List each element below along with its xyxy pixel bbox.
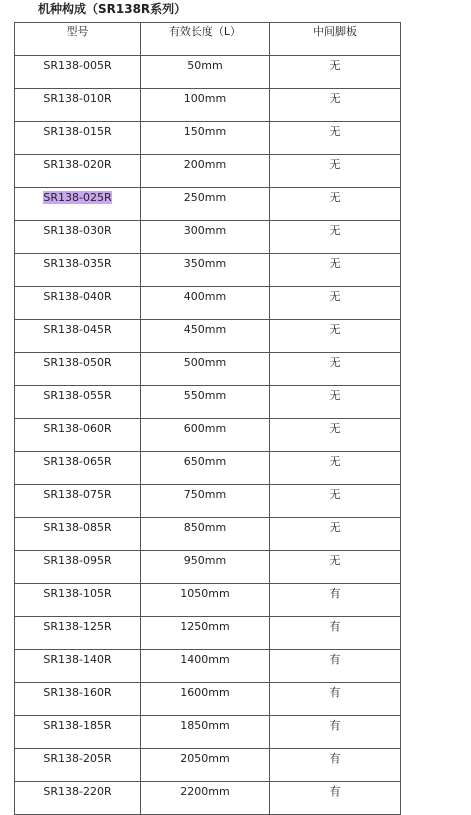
cell-middle-foot-plate: 无 bbox=[270, 452, 401, 485]
cell-effective-length: 850mm bbox=[141, 518, 270, 551]
table-row bbox=[15, 782, 401, 815]
cell-effective-length: 1600mm bbox=[141, 683, 270, 716]
model-text: SR138-010R bbox=[43, 92, 112, 105]
cell-model bbox=[15, 419, 141, 452]
cell-middle-foot-plate: 无 bbox=[270, 155, 401, 188]
cell-effective-length: 1400mm bbox=[141, 650, 270, 683]
model-text: SR138-085R bbox=[43, 521, 112, 534]
cell-model bbox=[15, 584, 141, 617]
cell-effective-length: 450mm bbox=[141, 320, 270, 353]
model-text: SR138-035R bbox=[43, 257, 112, 270]
cell-middle-foot-plate: 无 bbox=[270, 89, 401, 122]
model-text: SR138-015R bbox=[43, 125, 112, 138]
table-row bbox=[15, 155, 401, 188]
model-text: SR138-095R bbox=[43, 554, 112, 567]
model-text: SR138-050R bbox=[43, 356, 112, 369]
model-text: SR138-045R bbox=[43, 323, 112, 336]
cell-effective-length: 550mm bbox=[141, 386, 270, 419]
table-row bbox=[15, 683, 401, 716]
model-text: SR138-160R bbox=[43, 686, 112, 699]
model-text: SR138-005R bbox=[43, 59, 112, 72]
table-row bbox=[15, 386, 401, 419]
cell-middle-foot-plate: 有 bbox=[270, 650, 401, 683]
cell-middle-foot-plate: 无 bbox=[270, 56, 401, 89]
cell-effective-length: 200mm bbox=[141, 155, 270, 188]
model-text: SR138-125R bbox=[43, 620, 112, 633]
cell-effective-length: 50mm bbox=[141, 56, 270, 89]
table-body bbox=[15, 56, 401, 815]
model-text: SR138-055R bbox=[43, 389, 112, 402]
table-row bbox=[15, 353, 401, 386]
cell-middle-foot-plate: 有 bbox=[270, 584, 401, 617]
table-row bbox=[15, 584, 401, 617]
header-effective-length: 有效长度（L） bbox=[141, 23, 270, 56]
cell-effective-length: 500mm bbox=[141, 353, 270, 386]
cell-model bbox=[15, 155, 141, 188]
cell-middle-foot-plate: 无 bbox=[270, 188, 401, 221]
cell-effective-length: 2050mm bbox=[141, 749, 270, 782]
table-row bbox=[15, 419, 401, 452]
cell-middle-foot-plate: 无 bbox=[270, 419, 401, 452]
cell-model bbox=[15, 518, 141, 551]
cell-middle-foot-plate: 无 bbox=[270, 518, 401, 551]
table-header-row bbox=[15, 23, 401, 56]
model-text: SR138-030R bbox=[43, 224, 112, 237]
table-row bbox=[15, 287, 401, 320]
cell-model bbox=[15, 254, 141, 287]
cell-model bbox=[15, 749, 141, 782]
header-middle-foot-plate: 中间脚板 bbox=[270, 23, 401, 56]
cell-model bbox=[15, 485, 141, 518]
model-text: SR138-185R bbox=[43, 719, 112, 732]
table-row bbox=[15, 56, 401, 89]
page-title: 机种构成（SR138R系列） bbox=[38, 2, 187, 16]
cell-model bbox=[15, 452, 141, 485]
model-text: SR138-105R bbox=[43, 587, 112, 600]
cell-effective-length: 250mm bbox=[141, 188, 270, 221]
table-row bbox=[15, 221, 401, 254]
table-row bbox=[15, 518, 401, 551]
cell-effective-length: 300mm bbox=[141, 221, 270, 254]
header-model: 型号 bbox=[15, 23, 141, 56]
cell-middle-foot-plate: 无 bbox=[270, 551, 401, 584]
cell-middle-foot-plate: 有 bbox=[270, 782, 401, 815]
cell-middle-foot-plate: 有 bbox=[270, 683, 401, 716]
table-row bbox=[15, 89, 401, 122]
cell-middle-foot-plate: 有 bbox=[270, 749, 401, 782]
table-row bbox=[15, 716, 401, 749]
cell-effective-length: 2200mm bbox=[141, 782, 270, 815]
model-text: SR138-205R bbox=[43, 752, 112, 765]
table-row bbox=[15, 485, 401, 518]
table-row bbox=[15, 650, 401, 683]
cell-model bbox=[15, 122, 141, 155]
cell-model bbox=[15, 650, 141, 683]
table-row bbox=[15, 122, 401, 155]
model-text: SR138-060R bbox=[43, 422, 112, 435]
spec-table bbox=[14, 22, 401, 815]
model-text: SR138-140R bbox=[43, 653, 112, 666]
cell-model bbox=[15, 386, 141, 419]
model-text: SR138-065R bbox=[43, 455, 112, 468]
table-row bbox=[15, 188, 401, 221]
cell-middle-foot-plate: 无 bbox=[270, 221, 401, 254]
cell-middle-foot-plate: 无 bbox=[270, 254, 401, 287]
cell-effective-length: 1050mm bbox=[141, 584, 270, 617]
cell-model bbox=[15, 56, 141, 89]
cell-model bbox=[15, 188, 141, 221]
cell-model bbox=[15, 782, 141, 815]
cell-middle-foot-plate: 无 bbox=[270, 485, 401, 518]
cell-model bbox=[15, 320, 141, 353]
cell-effective-length: 100mm bbox=[141, 89, 270, 122]
cell-effective-length: 950mm bbox=[141, 551, 270, 584]
table-row bbox=[15, 551, 401, 584]
cell-middle-foot-plate: 无 bbox=[270, 287, 401, 320]
cell-middle-foot-plate: 无 bbox=[270, 353, 401, 386]
cell-effective-length: 750mm bbox=[141, 485, 270, 518]
cell-middle-foot-plate: 有 bbox=[270, 716, 401, 749]
cell-effective-length: 600mm bbox=[141, 419, 270, 452]
cell-middle-foot-plate: 无 bbox=[270, 320, 401, 353]
model-text: SR138-040R bbox=[43, 290, 112, 303]
cell-model bbox=[15, 716, 141, 749]
cell-middle-foot-plate: 有 bbox=[270, 617, 401, 650]
model-text: SR138-220R bbox=[43, 785, 112, 798]
cell-middle-foot-plate: 无 bbox=[270, 122, 401, 155]
cell-middle-foot-plate: 无 bbox=[270, 386, 401, 419]
cell-effective-length: 350mm bbox=[141, 254, 270, 287]
cell-effective-length: 150mm bbox=[141, 122, 270, 155]
cell-effective-length: 1250mm bbox=[141, 617, 270, 650]
model-text: SR138-020R bbox=[43, 158, 112, 171]
cell-effective-length: 1850mm bbox=[141, 716, 270, 749]
cell-model bbox=[15, 221, 141, 254]
cell-effective-length: 650mm bbox=[141, 452, 270, 485]
table-row bbox=[15, 452, 401, 485]
cell-model bbox=[15, 551, 141, 584]
table-row bbox=[15, 320, 401, 353]
cell-model bbox=[15, 683, 141, 716]
cell-model bbox=[15, 89, 141, 122]
cell-model bbox=[15, 617, 141, 650]
cell-model bbox=[15, 353, 141, 386]
model-text: SR138-025R bbox=[43, 191, 112, 204]
table-row bbox=[15, 749, 401, 782]
cell-model bbox=[15, 287, 141, 320]
table-row bbox=[15, 254, 401, 287]
table-row bbox=[15, 617, 401, 650]
cell-effective-length: 400mm bbox=[141, 287, 270, 320]
model-text: SR138-075R bbox=[43, 488, 112, 501]
